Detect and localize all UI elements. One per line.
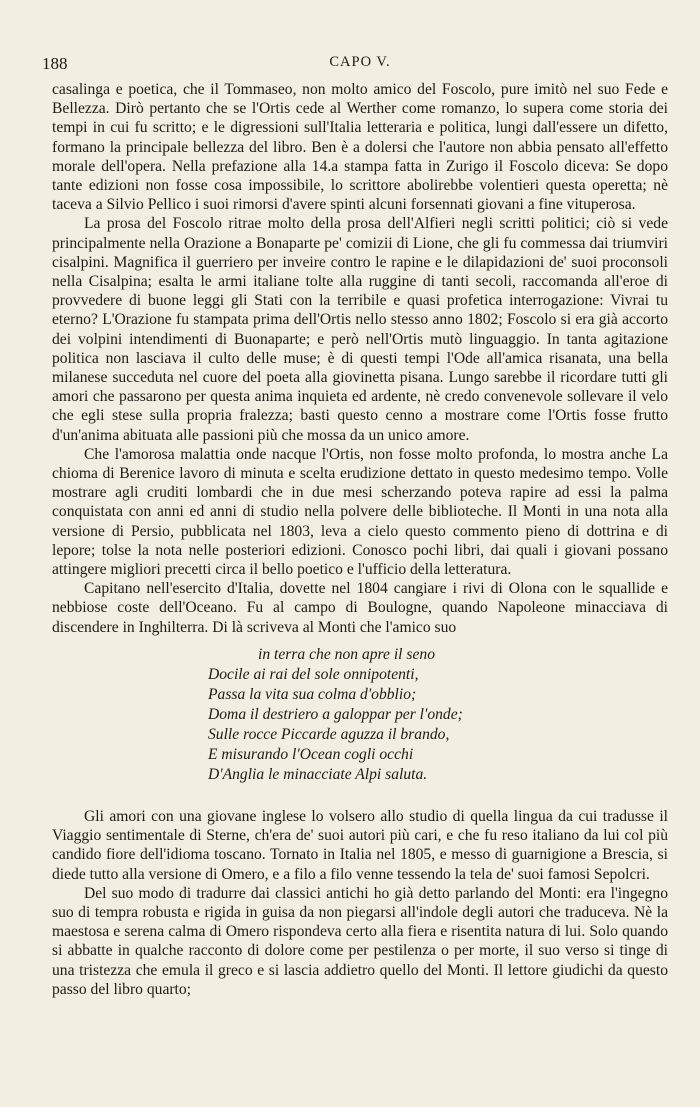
paragraph-6: Del suo modo di tradurre dai classici antichi ho già detto parlando del Monti: era l'ingegno suo di tempra robusta e rigida in guisa da non piegarsi all'indole degli autori che traduceva. Nè la maestosa e serena calma di Omero rispondeva certo alla fiera e risentita natura di lui. Solo quando si abbatte in qualche racconto di dolore come per pestilenza o per morte, il suo verso si tinge di una tristezza che emula il greco e si lascia addietro quello del Monti. Il lettore giudichi da questo passo del libro quarto;	[52, 884, 668, 998]
paragraph-5: Gli amori con una giovane inglese lo volsero allo studio di quella lingua da cui tradusse il Viaggio sentimentale di Sterne, ch'era de' suoi autori più cari, e che fu reso italiano da lui col più candido fiore dell'idioma toscano. Tornato in Italia nel 1805, e messo di guarnigione a Brescia, si diede tutto alla versione di Omero, e a filo a filo venne tessendo la tela de' suoi famosi Sepolcri.	[52, 807, 668, 883]
verse-line: Docile ai rai del sole onnipotenti,	[208, 665, 419, 683]
page-number: 188	[42, 54, 68, 73]
spacer	[52, 795, 668, 807]
verse-line: D'Anglia le minacciate Alpi saluta.	[208, 765, 428, 783]
running-head: CAPO V.	[329, 54, 391, 70]
page-header	[42, 54, 668, 80]
verse-quotation	[52, 645, 668, 785]
paragraph-4: Capitano nell'esercito d'Italia, dovette nel 1804 cangiare i rivi di Olona con le squallide e nebbiose coste dell'Oceano. Fu al campo di Boulogne, quando Napoleone minacciava di discendere in Inghilterra. Di là scriveva al Monti che l'amico suo	[52, 580, 668, 636]
paragraph-1: casalinga e poetica, che il Tommaseo, non molto amico del Foscolo, pure imitò nel suo Fede e Bellezza. Dirò pertanto che se l'Ortis cede al Werther come romanzo, lo supera come storia dei tempi in cui fu scritto; e le digressioni sull'Italia letteraria e politica, lungi dall'essere un difetto, formano la principale bellezza del libro. Ben è a dolersi che l'autore non abbia pensato all'effetto morale dell'opera. Nella prefazione alla 14.a stampa fatta in Zurigo il Foscolo diceva: Se dopo tante edizioni non fosse cosa impossibile, lo scrittore abolirebbe volentieri questa operetta; nè taceva a Silvio Pellico i suoi rimorsi d'avere spinti alcuni forsennati giovani a fine vituperosa.	[52, 81, 668, 214]
verse-line: Doma il destriero a galoppar per l'onde;	[208, 705, 463, 723]
paragraph-3: Che l'amorosa malattia onde nacque l'Ortis, non fosse molto profonda, lo mostra anche La chioma di Berenice lavoro di minuta e scelta erudizione dettato in questo medesimo tempo. Volle mostrare agli cruditi lombardi che in due mesi scherzando poteva rapire ad essi la palma conquistata con anni ed anni di studio nella polvere delle biblioteche. Il Monti in una nota alla versione di Persio, pubblicata nel 1803, leva a cielo questo commento pieno di dottrina e di lepore; tolse la nota nelle posteriori edizioni. Conosco pochi libri, dai quali i giovani possano attingere migliori precetti circa il bello poetico e l'ufficio della letteratura.	[52, 445, 668, 579]
paragraph-2: La prosa del Foscolo ritrae molto della prosa dell'Alfieri negli scritti politici; ciò si vede principalmente nella Orazione a Bonaparte pe' comizii di Lione, che gli fu commessa dai triumviri cisalpini. Magnifica il guerriero per inveire contro le rapine e le dilapidazioni de' suoi proconsoli nella Cisalpina; esalta le armi italiane tolte alla ruggine di tanti secoli, raccomanda all'eroe di provvedere di buone leggi gli Stati con la terribile e quasi profetica interrogazione: Vivrai tu eterno? L'Orazione fu stampata prima dell'Ortis nello stesso anno 1802; Foscolo si era già accorto dei volpini intendimenti di Buonaparte; e però nell'Ortis mutò linguaggio. In tanta agitazione politica non lasciava il culto delle muse; è di questi tempi l'Ode all'amica risanata, una bella milanese succeduta nel cuore del poeta alla giovinetta pisana. Lungo sarebbe il ricordare tutti gli amori che passarono per questa anima inquieta ed ardente, nè credo convenevole sollevare il velo che egli stese sulla propria fralezza; basti questo cenno a mostrare come l'Ortis fosse frutto d'un'anima abituata alle passioni più che mossa da un unico amore.	[52, 215, 668, 444]
verse-line: Sulle rocce Piccarde aguzza il brando,	[208, 725, 450, 743]
verse-line: Passa la vita sua colma d'obblio;	[208, 685, 417, 703]
verse-line: E misurando l'Ocean cogli occhi	[208, 745, 414, 763]
verse-line: in terra che non apre il seno	[258, 645, 435, 663]
